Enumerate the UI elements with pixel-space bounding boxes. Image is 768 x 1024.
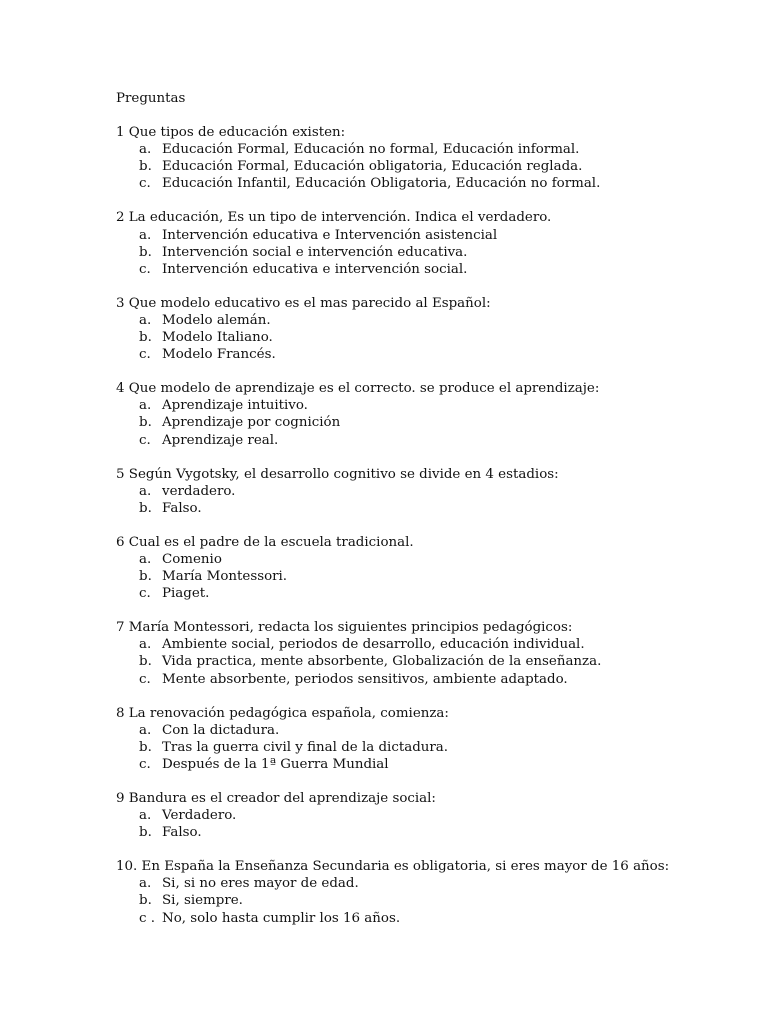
question-7 [116,619,736,687]
option-c [116,585,736,602]
option-letter: a. [139,312,152,328]
option-text: Si, siempre. [162,893,243,909]
option-text: Educación Formal, Educación obligatoria, Educación reglada. [162,159,583,175]
option-a [116,483,736,500]
option-text: Modelo Francés. [162,347,276,363]
option-text: Aprendizaje intuitivo. [162,398,308,414]
option-letter: a. [139,722,152,738]
option-text: Ambiente social, periodos de desarrollo, educación individual. [162,637,585,653]
option-text: Educación Formal, Educación no formal, Educación informal. [162,142,580,158]
option-a [116,807,736,824]
option-a [116,312,736,329]
question-5 [116,466,736,517]
option-letter: b. [139,825,152,841]
option-letter: a. [139,398,152,414]
option-b [116,414,736,431]
option-text: Verdadero. [162,808,237,824]
option-b [116,568,736,585]
option-c [116,671,736,688]
option-letter: b. [139,739,152,755]
option-letter: c. [139,671,151,687]
option-b [116,892,736,909]
option-a [116,141,736,158]
option-c [116,175,736,192]
option-text: Tras la guerra civil y final de la dictadura. [162,739,449,755]
question-10 [116,858,736,926]
question-text: 2 La educación, Es un tipo de intervención. Indica el verdadero. [116,210,552,226]
option-b [116,500,736,517]
option-letter: a. [139,227,152,243]
question-3 [116,295,736,363]
question-2 [116,209,736,277]
option-text: Vida practica, mente absorbente, Globalización de la enseñanza. [162,654,602,670]
option-a [116,875,736,892]
option-c [116,910,736,927]
option-text: verdadero. [162,483,236,499]
question-text: 6 Cual es el padre de la escuela tradicional. [116,534,414,550]
option-text: No, solo hasta cumplir los 16 años. [162,910,401,926]
option-letter: b. [139,500,152,516]
option-text: Intervención educativa e intervención social. [162,261,468,277]
option-letter: c. [139,176,151,192]
option-letter: b. [139,569,152,585]
question-4 [116,380,736,448]
option-letter: b. [139,415,152,431]
question-8 [116,705,736,773]
option-letter: b. [139,893,152,909]
option-text: Modelo Italiano. [162,330,273,346]
option-text: Con la dictadura. [162,722,280,738]
option-letter: c. [139,261,151,277]
option-text: Educación Infantil, Educación Obligatoria, Educación no formal. [162,176,601,192]
option-letter: a. [139,551,152,567]
option-c [116,346,736,363]
option-c [116,432,736,449]
option-text: Piaget. [162,586,210,602]
question-1 [116,124,736,192]
option-text: Modelo alemán. [162,312,271,328]
option-b [116,824,736,841]
option-text: Después de la 1ª Guerra Mundial [162,756,389,772]
option-text: Si, si no eres mayor de edad. [162,876,359,892]
option-c [116,756,736,773]
option-letter: c. [139,756,151,772]
option-b [116,329,736,346]
question-text: 10. En España la Enseñanza Secundaria es obligatoria, si eres mayor de 16 años: [116,859,670,875]
option-a [116,397,736,414]
option-letter: b. [139,159,152,175]
option-letter: b. [139,330,152,346]
option-text: María Montessori. [162,569,288,585]
option-letter: c. [139,586,151,602]
option-b [116,158,736,175]
option-b [116,653,736,670]
option-text: Comenio [162,551,222,567]
option-letter: b. [139,654,152,670]
option-a [116,551,736,568]
option-text: Intervención educativa e Intervención asistencial [162,227,498,243]
option-a [116,722,736,739]
question-text: 3 Que modelo educativo es el mas parecido al Español: [116,295,491,311]
option-letter: a. [139,808,152,824]
option-letter: c. [139,432,151,448]
page-title: Preguntas [116,91,186,106]
question-9 [116,790,736,841]
option-text: Aprendizaje por cognición [162,415,341,431]
option-letter: a. [139,142,152,158]
option-letter: a. [139,637,152,653]
option-letter: b. [139,244,152,260]
option-text: Mente absorbente, periodos sensitivos, ambiente adaptado. [162,671,568,687]
option-letter: a. [139,876,152,892]
question-text: 9 Bandura es el creador del aprendizaje social: [116,791,436,806]
question-text: 4 Que modelo de aprendizaje es el correcto. se produce el aprendizaje: [116,381,600,397]
question-text: 7 María Montessori, redacta los siguientes principios pedagógicos: [116,620,573,636]
option-text: Falso. [162,500,202,516]
question-text: 5 Según Vygotsky, el desarrollo cognitivo se divide en 4 estadios: [116,466,559,482]
question-text: 8 La renovación pedagógica española, comienza: [116,705,449,721]
option-text: Aprendizaje real. [162,432,279,448]
question-text: 1 Que tipos de educación existen: [116,125,346,141]
option-text: Intervención social e intervención educativa. [162,244,468,260]
option-text: Falso. [162,825,202,841]
option-b [116,739,736,756]
option-letter: a. [139,483,152,499]
option-letter: c. [139,347,151,363]
option-b [116,244,736,261]
option-a [116,227,736,244]
question-6 [116,534,736,602]
option-a [116,636,736,653]
question-list [116,90,736,944]
option-c [116,261,736,278]
option-letter: c . [139,910,156,926]
